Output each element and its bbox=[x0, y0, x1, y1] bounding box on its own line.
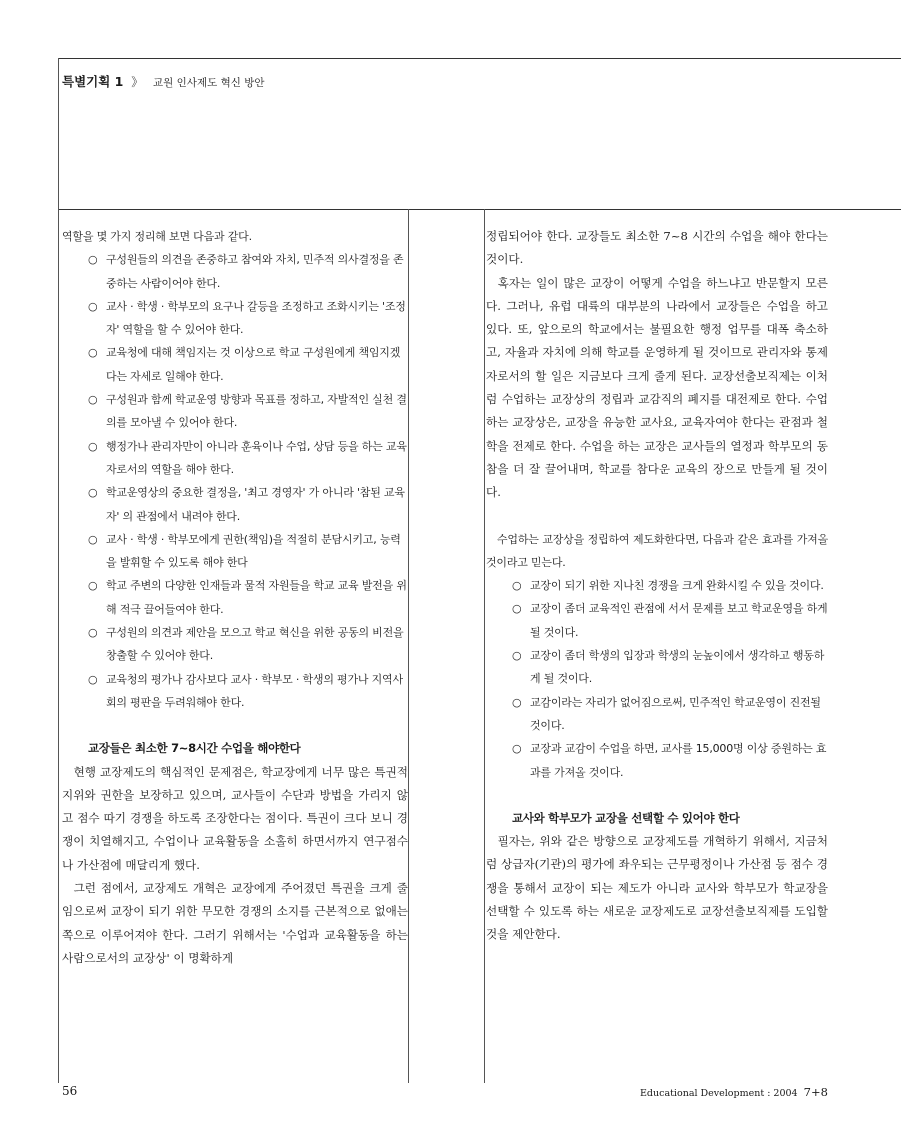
list-item: ○ 교장이 좀더 학생의 입장과 학생의 눈높이에서 생각하고 행동하게 될 것이다. bbox=[512, 644, 828, 691]
page-left-border bbox=[58, 58, 59, 1083]
spacer bbox=[62, 714, 408, 737]
list-item: ○ 교장이 되기 위한 지나친 경쟁을 크게 완화시킬 수 있을 것이다. bbox=[512, 574, 828, 597]
list-item: ○ 교사 · 학생 · 학부모에게 권한(책임)을 적절히 분담시키고, 능력을 발휘할 수 있도록 해야 한다 bbox=[88, 528, 408, 575]
right-column bbox=[486, 225, 828, 947]
header-bottom-rule bbox=[58, 209, 901, 210]
topic-label: 교원 인사제도 혁신 방안 bbox=[153, 77, 265, 89]
list-item: ○ 구성원과 함께 학교운영 방향과 목표를 정하고, 자발적인 실천 결의를 모아낼 수 있어야 한다. bbox=[88, 388, 408, 435]
paragraph: 그런 점에서, 교장제도 개혁은 교장에게 주어졌던 특권을 크게 줄임으로써 교장이 되기 위한 무모한 경쟁의 소지를 근본적으로 없애는 쪽으로 이루어져야 한다. 그러기 위해서는 '수업과 교육활동을 하는 사람으로서의 교장상' 이 명확하게 bbox=[62, 881, 408, 965]
paragraph: 필자는, 위와 같은 방향으로 교장제도를 개혁하기 위해서, 지금처럼 상급자(기관)의 평가에 좌우되는 근무평정이나 가산점 등 점수 경쟁을 통해서 교장이 되는 제도가 아니라 교사와 학부모가 학교장을 선택할 수 있도록 하는 새로운 교장제도로 교장선출보직제를 도입할 것을 제안한다. bbox=[486, 834, 828, 942]
series-label: 특별기획 1 bbox=[62, 74, 124, 89]
paragraph: 수업하는 교장상을 정립하여 제도화한다면, 다음과 같은 효과를 가져올 것이라고 믿는다. bbox=[486, 532, 828, 569]
list-item: ○ 구성원의 의견과 제안을 모으고 학교 혁신을 위한 공동의 비전을 창출할 수 있어야 한다. bbox=[88, 621, 408, 668]
paragraph: 현행 교장제도의 핵심적인 문제점은, 학교장에게 너무 많은 특권적 지위와 권한을 보장하고 있으며, 교사들이 수단과 방법을 가리지 않고 점수 따기 경쟁을 하도록 조장한다는 점이다. 특권이 크다 보니 경쟁이 치열해지고, 수업이나 교육활동을 소홀히 하면서까지 연구점수나 가산점에 매달리게 했다. bbox=[62, 764, 408, 872]
list-item: ○ 교사 · 학생 · 학부모의 요구나 갈등을 조정하고 조화시키는 '조정자' 역할을 할 수 있어야 한다. bbox=[88, 295, 408, 342]
running-footer bbox=[640, 1085, 828, 1099]
left-intro: 역할을 몇 가지 정리해 보면 다음과 같다. bbox=[62, 230, 252, 243]
spacer bbox=[486, 505, 828, 528]
list-item: ○ 교육청에 대해 책임지는 것 이상으로 학교 구성원에게 책임지겠다는 자세로 일해야 한다. bbox=[88, 341, 408, 388]
section-heading: 교장들은 최소한 7~8시간 수업을 해야한다 bbox=[88, 741, 301, 756]
chevron-icon: 》 bbox=[131, 75, 144, 89]
paragraph: 혹자는 일이 많은 교장이 어떻게 수업을 하느냐고 반문할지 모른다. 그러나, 유럽 대륙의 대부분의 나라에서 교장들은 수업을 하고 있다. 또, 앞으로의 학교에서는 불필요한 행정 업무를 대폭 축소하고, 자율과 자치에 의해 학교를 운영하게 될 것이므로 관리자와 통제자로서의 할 일은 지금보다 크게 줄게 된다. 교장선출보직제는 이처럼 수업하는 교장상의 정립과 교감직의 폐지를 대전제로 한다. 수업하는 교장상은, 교장을 유능한 교사요, 교육자여야 한다는 관점과 철학을 전제로 한다. 수업을 하는 교장은 교사들의 열정과 학부모의 동참을 더 잘 끌어내며, 학교를 참다운 교육의 장으로 만들게 될 것이다. bbox=[486, 275, 828, 500]
running-header bbox=[62, 72, 264, 90]
gutter-left-rule bbox=[408, 209, 409, 1083]
header-top-rule bbox=[58, 58, 901, 59]
list-item: ○ 교감이라는 자리가 없어짐으로써, 민주적인 학교운영이 진전될 것이다. bbox=[512, 691, 828, 738]
list-item: ○ 구성원들의 의견을 존중하고 참여와 자치, 민주적 의사결정을 존중하는 사람이어야 한다. bbox=[88, 248, 408, 295]
list-item: ○ 학교 주변의 다양한 인재들과 물적 자원들을 학교 교육 발전을 위해 적극 끌어들여야 한다. bbox=[88, 574, 408, 621]
list-item: ○ 교육청의 평가나 감사보다 교사 · 학부모 · 학생의 평가나 지역사회의 평판을 두려워해야 한다. bbox=[88, 668, 408, 715]
list-item: ○ 행정가나 관리자만이 아니라 훈육이나 수업, 상담 등을 하는 교육자로서의 역할을 해야 한다. bbox=[88, 435, 408, 482]
gutter-right-rule bbox=[484, 209, 485, 1083]
page-number: 56 bbox=[62, 1084, 78, 1098]
spacer bbox=[486, 784, 828, 807]
publication-label: Educational Development : 2004 bbox=[640, 1088, 798, 1099]
issue-label: 7+8 bbox=[803, 1085, 828, 1099]
list-item: ○ 교장이 좀더 교육적인 관점에 서서 문제를 보고 학교운영을 하게 될 것이다. bbox=[512, 597, 828, 644]
list-item: ○ 학교운영상의 중요한 결정을, '최고 경영자' 가 아니라 '참된 교육자' 의 관점에서 내려야 한다. bbox=[88, 481, 408, 528]
paragraph: 정립되어야 한다. 교장들도 최소한 7~8 시간의 수업을 해야 한다는 것이다. bbox=[486, 229, 828, 267]
list-item: ○ 교장과 교감이 수업을 하면, 교사를 15,000명 이상 증원하는 효과를 가져올 것이다. bbox=[512, 737, 828, 784]
left-column bbox=[62, 225, 408, 970]
left-bullet-list bbox=[62, 248, 408, 714]
right-bullet-list bbox=[486, 574, 828, 784]
section-heading: 교사와 학부모가 교장을 선택할 수 있어야 한다 bbox=[512, 810, 740, 825]
